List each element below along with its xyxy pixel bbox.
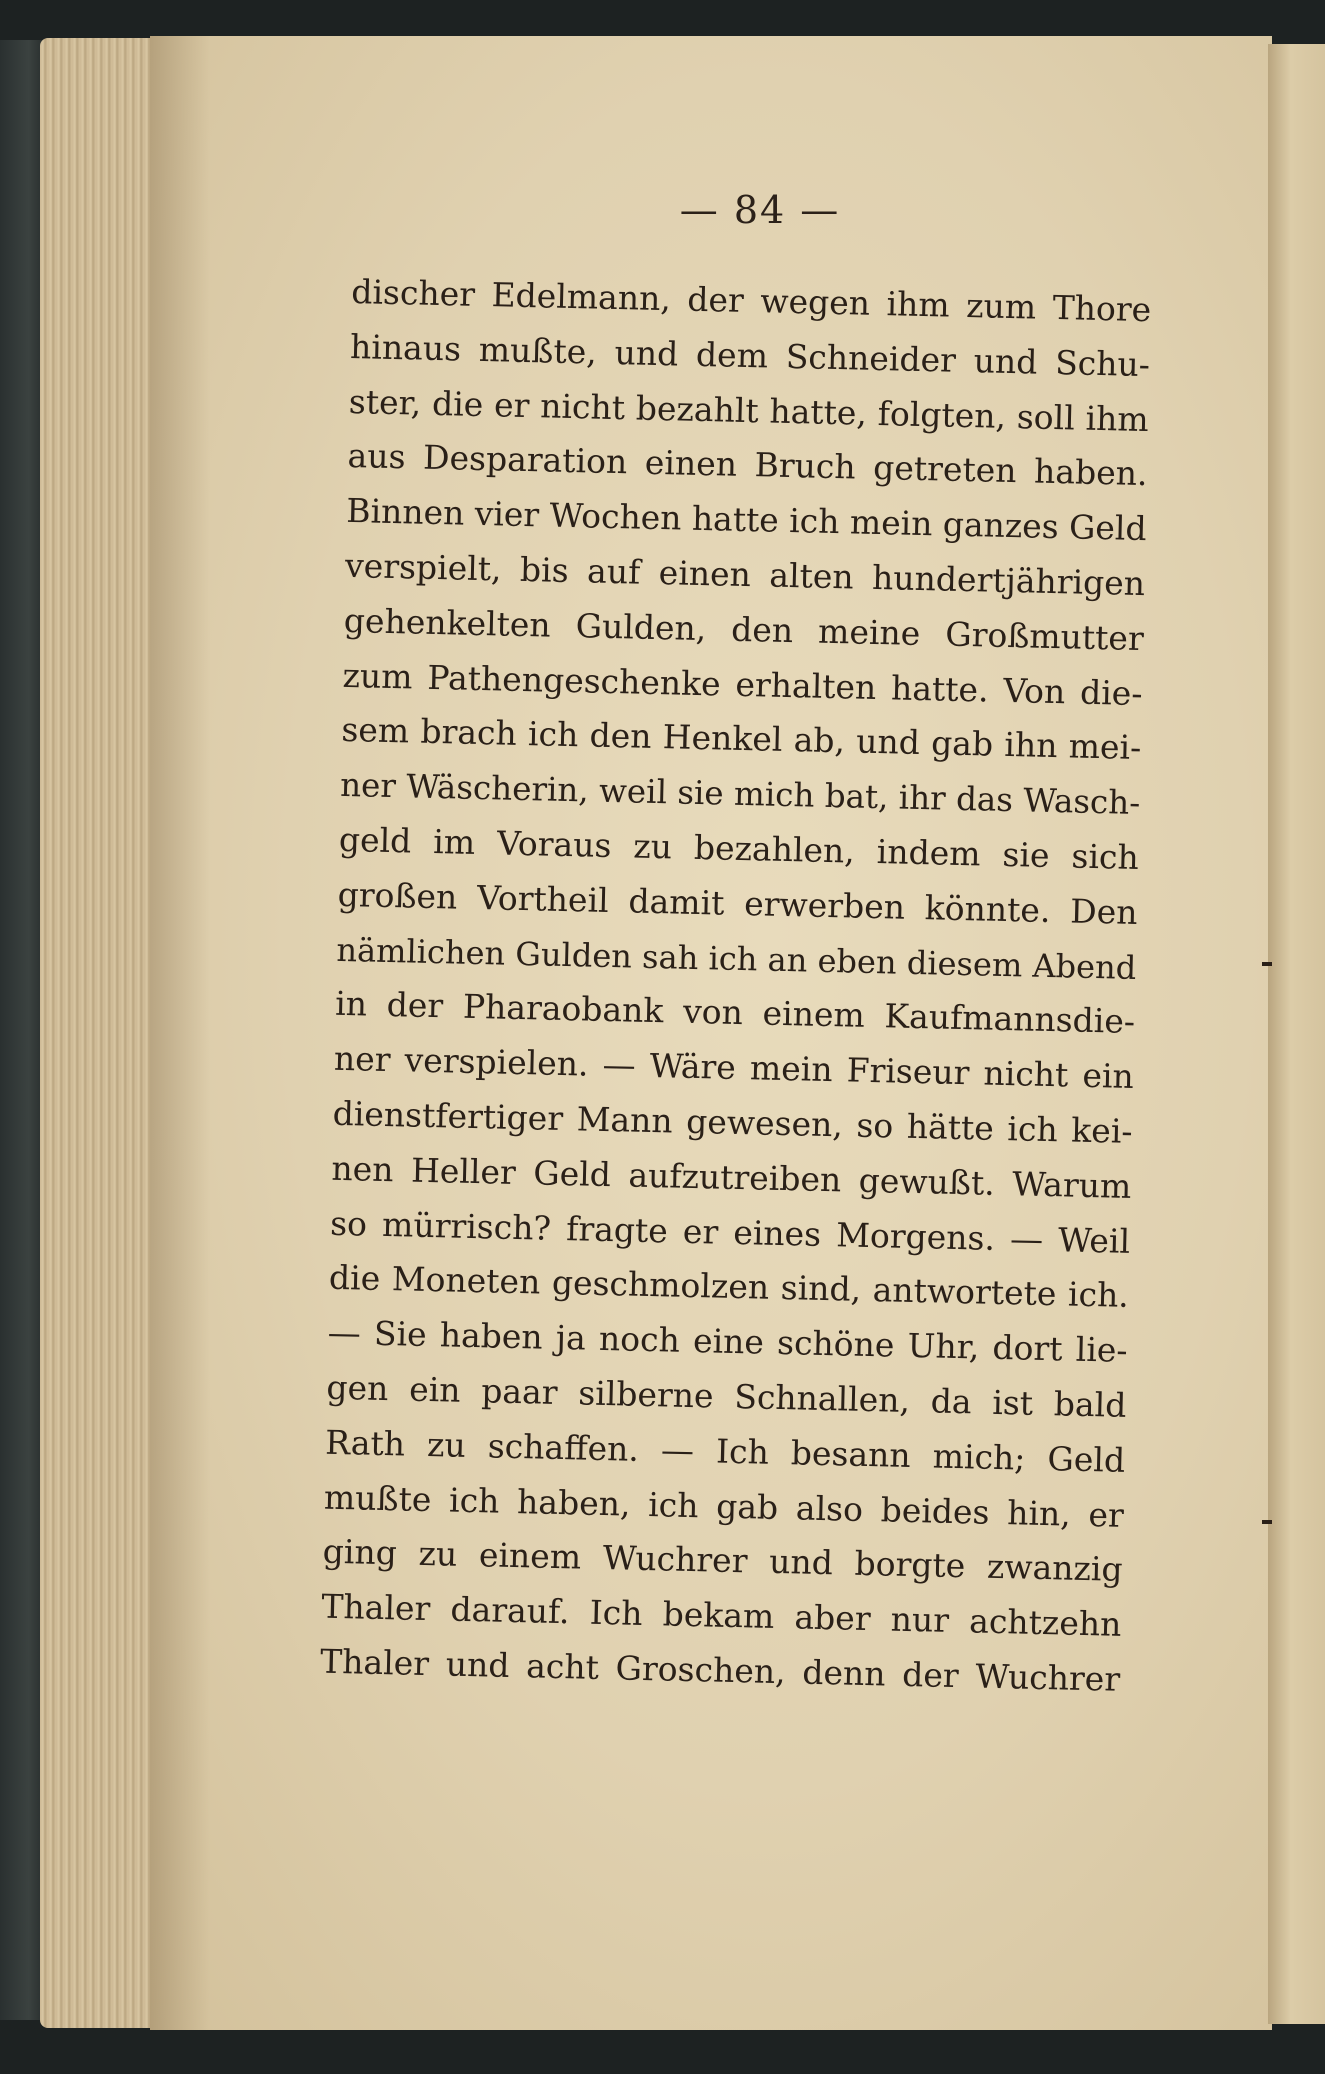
edge-mark bbox=[1262, 962, 1272, 966]
text-line: Thaler und acht Groschen, denn der Wuchrer bbox=[319, 1641, 1121, 1699]
text-line: ster, die er nicht bezahlt hatte, folgten, soll ihm bbox=[348, 381, 1150, 439]
page-number-header: — 84 — bbox=[679, 188, 841, 232]
text-line: hinaus mußte, und dem Schneider und Schu- bbox=[349, 326, 1151, 384]
text-line: zum Pathengeschenke erhalten hatte. Von die- bbox=[342, 655, 1143, 713]
text-line: gehenkelten Gulden, den meine Großmutter bbox=[343, 600, 1145, 658]
text-line: in der Pharaobank von einem Kaufmannsdie- bbox=[334, 984, 1136, 1042]
text-line: aus Desparation einen Bruch getreten haben. bbox=[347, 436, 1148, 494]
text-line: die Moneten geschmolzen sind, antwortete ich. bbox=[328, 1258, 1130, 1316]
text-line: geld im Voraus zu bezahlen, indem sie sich bbox=[338, 819, 1140, 877]
text-line: gen ein paar silberne Schnallen, da ist bald bbox=[326, 1367, 1127, 1425]
text-line: ner verspielen. — Wäre mein Friseur nicht ein bbox=[333, 1038, 1135, 1097]
text-line: so mürrisch? fragte er eines Morgens. — Weil bbox=[329, 1203, 1131, 1261]
text-line: discher Edelmann, der wegen ihm zum Thore bbox=[350, 271, 1152, 330]
text-line: — Sie haben ja noch eine schöne Uhr, dort lie- bbox=[327, 1312, 1129, 1371]
text-line: mußte ich haben, ich gab also beides hin, er bbox=[323, 1477, 1125, 1535]
page-edges bbox=[40, 38, 160, 2028]
text-line: verspielt, bis auf einen alten hundertjährigen bbox=[344, 545, 1146, 604]
text-line: dienstfertiger Mann gewesen, so hätte ich kei- bbox=[332, 1093, 1133, 1151]
text-line: Binnen vier Wochen hatte ich mein ganzes Geld bbox=[345, 491, 1147, 549]
text-line: Rath zu schaffen. — Ich besann mich; Geld bbox=[324, 1422, 1126, 1480]
text-line: ner Wäscherin, weil sie mich bat, ihr das Wasch- bbox=[339, 766, 1141, 823]
text-line: sem brach ich den Henkel ab, und gab ihn mei- bbox=[341, 710, 1142, 768]
text-line: großen Vortheil damit erwerben könnte. Den bbox=[337, 874, 1138, 932]
text-line: Thaler darauf. Ich bekam aber nur achtzehn bbox=[321, 1586, 1122, 1644]
gutter-shadow bbox=[150, 36, 210, 2030]
text-line: ging zu einem Wuchrer und borgte zwanzig bbox=[322, 1532, 1124, 1590]
body-text bbox=[320, 265, 1152, 1708]
edge-mark bbox=[1262, 1520, 1272, 1524]
next-page-edge bbox=[1268, 44, 1325, 2024]
text-line: nämlichen Gulden sah ich an eben diesem Abend bbox=[336, 930, 1137, 987]
text-line: nen Heller Geld aufzutreiben gewußt. Warum bbox=[331, 1148, 1132, 1206]
